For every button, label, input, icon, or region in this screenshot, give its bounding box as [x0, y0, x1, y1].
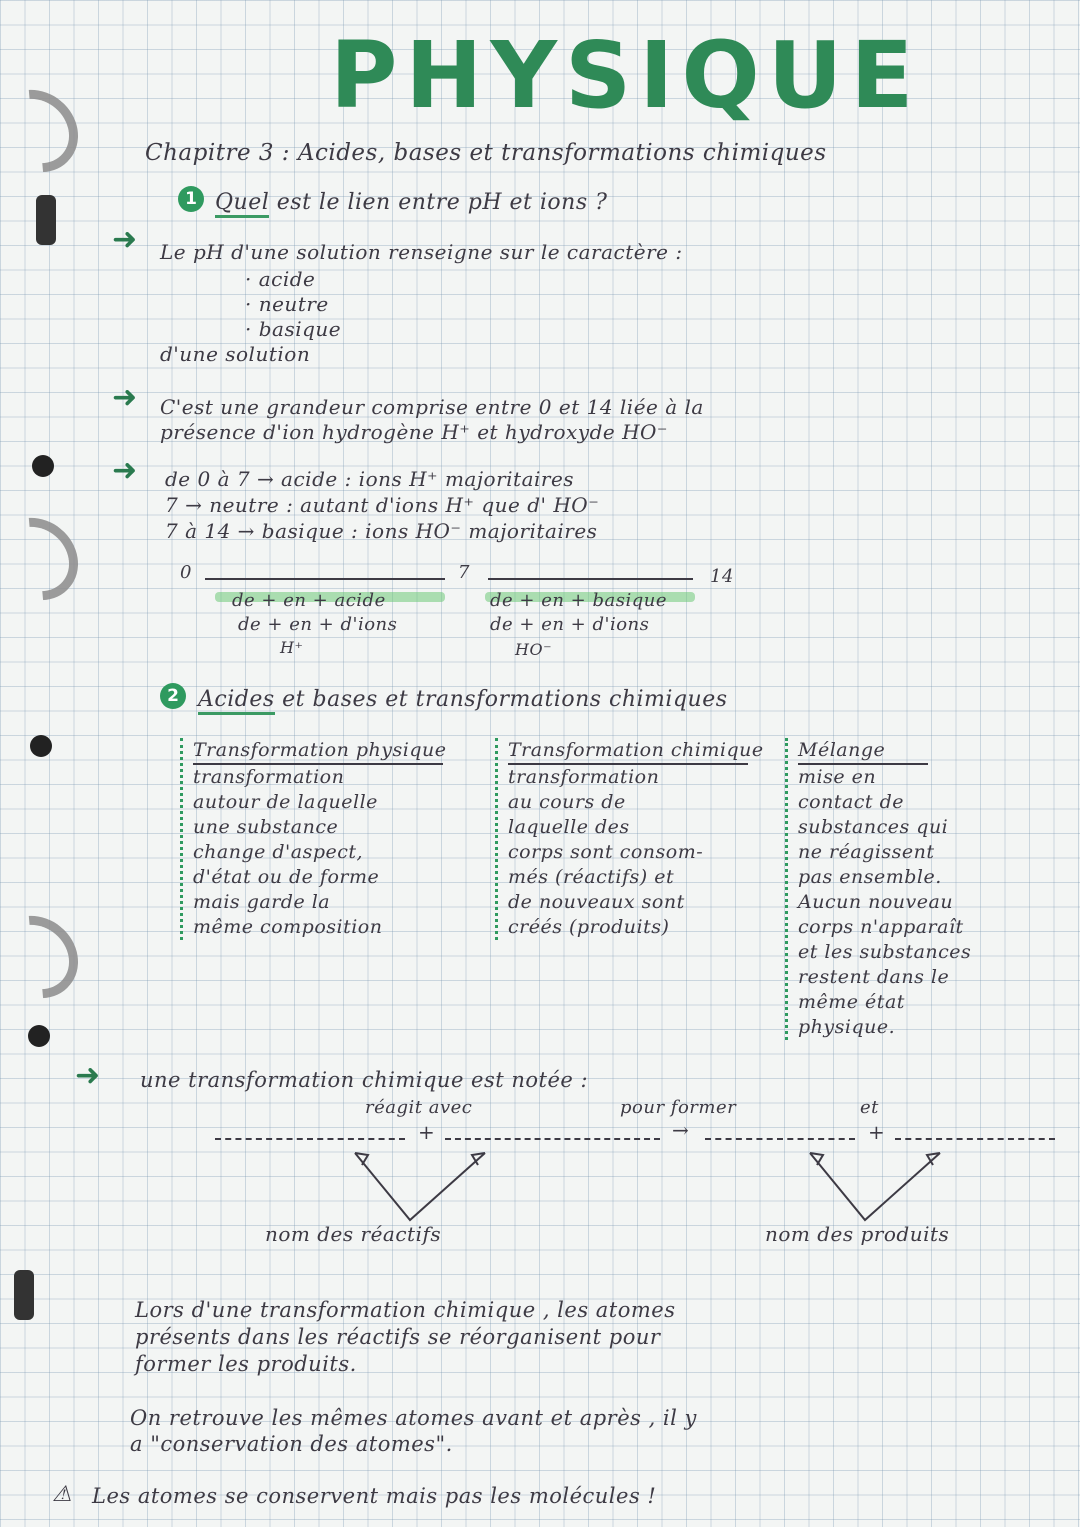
- column-chimique-line: de nouveaux sont: [508, 891, 685, 913]
- column-chimique-line: créés (produits): [508, 916, 670, 938]
- scale-seven: 7: [458, 562, 470, 583]
- scale-line-left: [205, 578, 445, 580]
- column-physique-line: transformation: [193, 766, 345, 788]
- section1-heading-rest: est le lien entre pH et ions ?: [276, 190, 608, 215]
- equation-et: et: [860, 1097, 879, 1118]
- reactif-blank-2: [445, 1138, 660, 1140]
- punch-hole: [36, 195, 56, 245]
- p2-line1: C'est une grandeur comprise entre 0 et 14 liée à la: [160, 395, 704, 419]
- column-melange-line: et les substances: [798, 941, 972, 963]
- section-number-1: 1: [178, 186, 204, 212]
- column-melange-line: substances qui: [798, 816, 949, 838]
- produit-blank-1: [705, 1138, 855, 1140]
- equation-plus1: +: [418, 1120, 436, 1144]
- equation-produits-label: nom des produits: [765, 1222, 950, 1246]
- p3-line2: 7 → neutre : autant d'ions H⁺ que d' HO⁻: [165, 493, 600, 517]
- column-chimique-line: més (réactifs) et: [508, 866, 675, 888]
- column-melange: [785, 738, 1053, 1040]
- p3-line1: de 0 à 7 → acide : ions H⁺ majoritaires: [165, 467, 575, 491]
- column-melange-line: physique.: [798, 1016, 896, 1038]
- arrow-icon: ➜: [112, 380, 138, 415]
- column-melange-line: même état: [798, 991, 905, 1013]
- column-physique-line: change d'aspect,: [193, 841, 364, 863]
- column-melange-line: corps n'apparaît: [798, 916, 964, 938]
- punch-hole: [14, 1270, 34, 1320]
- section2-heading: [198, 687, 728, 712]
- column-melange-title: Mélange: [798, 738, 928, 765]
- column-chimique-line: laquelle des: [508, 816, 630, 838]
- page-title: PHYSIQUE: [330, 22, 922, 129]
- column-chimique-line: transformation: [508, 766, 660, 788]
- section2-heading-rest: et bases et transformations chimiques: [282, 687, 728, 712]
- column-physique-line: mais garde la: [193, 891, 331, 913]
- equation-pour: pour former: [620, 1097, 737, 1118]
- scale-line-right: [488, 578, 693, 580]
- p1-item-neutre: · neutre: [245, 292, 329, 316]
- column-melange-line: mise en: [798, 766, 877, 788]
- punch-hole: [32, 455, 54, 477]
- scale-right-label1: de + en + basique: [490, 590, 667, 611]
- column-physique-line: une substance: [193, 816, 339, 838]
- scale-right-label2: de + en + d'ions: [490, 614, 650, 635]
- section1-heading: [215, 190, 607, 215]
- equation-intro: une transformation chimique est notée :: [140, 1068, 589, 1092]
- column-melange-line: Aucun nouveau: [798, 891, 954, 913]
- column-physique: [180, 738, 493, 940]
- reactif-blank-1: [215, 1138, 405, 1140]
- column-chimique-line: au cours de: [508, 791, 626, 813]
- produits-arrows-icon: [795, 1145, 955, 1225]
- para1-line2: présents dans les réactifs se réorganisent pour: [135, 1325, 661, 1349]
- reactifs-arrows-icon: [340, 1145, 500, 1225]
- column-melange-line: ne réagissent: [798, 841, 935, 863]
- p1-item-basique: · basique: [245, 317, 342, 341]
- produit-blank-2: [895, 1138, 1055, 1140]
- para2-line1: On retrouve les mêmes atomes avant et après , il y: [130, 1406, 697, 1430]
- warning-icon: ⚠: [52, 1482, 73, 1507]
- punch-hole: [30, 735, 52, 757]
- arrow-icon: ➜: [112, 453, 138, 488]
- scale-left-label1: de + en + acide: [232, 590, 386, 611]
- column-physique-line: autour de laquelle: [193, 791, 378, 813]
- column-physique-line: même composition: [193, 916, 383, 938]
- column-physique-title: Transformation physique: [193, 738, 443, 765]
- p1-line2: d'une solution: [160, 342, 311, 366]
- equation-arrow: →: [672, 1118, 690, 1142]
- scale-right-label3: HO⁻: [515, 640, 553, 659]
- column-melange-line: pas ensemble.: [798, 866, 942, 888]
- chapter-heading: Chapitre 3 : Acides, bases et transformations chimiques: [145, 140, 827, 166]
- column-melange-line: contact de: [798, 791, 905, 813]
- section1-heading-first: Quel: [215, 190, 269, 218]
- equation-reagit: réagit avec: [365, 1097, 473, 1118]
- equation-plus2: +: [868, 1120, 886, 1144]
- p2-line2: présence d'ion hydrogène H⁺ et hydroxyde HO⁻: [160, 420, 668, 444]
- equation-reactifs-label: nom des réactifs: [265, 1222, 442, 1246]
- para1-line1: Lors d'une transformation chimique , les atomes: [135, 1298, 676, 1322]
- scale-left-label2: de + en + d'ions: [238, 614, 398, 635]
- p3-line3: 7 à 14 → basique : ions HO⁻ majoritaires: [165, 519, 598, 543]
- p1-line1: Le pH d'une solution renseigne sur le caractère :: [160, 240, 683, 264]
- punch-hole: [28, 1025, 50, 1047]
- scale-zero: 0: [180, 562, 192, 583]
- scale-fourteen: 14: [710, 566, 734, 587]
- scale-left-label3: H⁺: [280, 638, 304, 657]
- p1-item-acide: · acide: [245, 267, 316, 291]
- column-chimique-title: Transformation chimique: [508, 738, 748, 765]
- column-chimique-line: corps sont consom-: [508, 841, 704, 863]
- para2-line2: a "conservation des atomes".: [130, 1432, 453, 1456]
- column-melange-line: restent dans le: [798, 966, 950, 988]
- arrow-icon: ➜: [112, 222, 138, 257]
- section-number-2: 2: [160, 683, 186, 709]
- column-chimique: [495, 738, 783, 940]
- column-physique-line: d'état ou de forme: [193, 866, 380, 888]
- arrow-icon: ➜: [75, 1058, 101, 1093]
- section2-heading-first: Acides: [198, 687, 275, 715]
- warning-text: Les atomes se conservent mais pas les molécules !: [92, 1484, 657, 1508]
- para1-line3: former les produits.: [135, 1352, 357, 1376]
